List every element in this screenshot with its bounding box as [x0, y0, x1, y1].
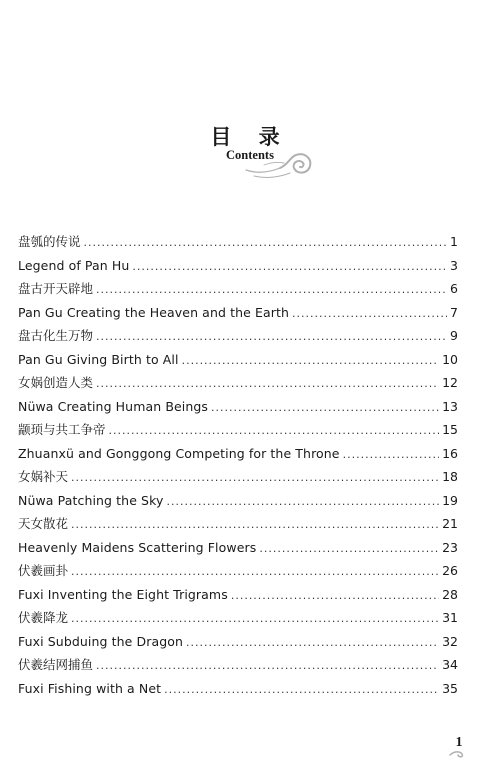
- dot-leader: [186, 631, 439, 655]
- toc-entry[interactable]: [18, 418, 458, 442]
- toc-entry-page: 16: [442, 445, 458, 461]
- toc-entry-page: 19: [442, 492, 458, 508]
- toc-entry[interactable]: [18, 301, 458, 325]
- toc-entry-page: 28: [442, 586, 458, 602]
- toc-entry-page: 23: [442, 539, 458, 555]
- toc-entry-page: 12: [442, 375, 458, 390]
- dot-leader: [96, 654, 439, 678]
- toc-entry-title: Pan Gu Creating the Heaven and the Earth: [18, 304, 289, 320]
- toc-entry-page: 31: [442, 610, 458, 625]
- toc-entry-title: 伏羲降龙: [18, 610, 69, 625]
- toc-entry-title: Fuxi Inventing the Eight Trigrams: [18, 586, 228, 602]
- toc-entry-page: 1: [450, 234, 458, 249]
- toc-entry-title: Fuxi Fishing with a Net: [18, 680, 162, 696]
- dot-leader: [182, 349, 440, 373]
- dot-leader: [84, 231, 447, 255]
- toc-entry[interactable]: [18, 348, 458, 372]
- dot-leader: [164, 678, 439, 702]
- toc-entry[interactable]: [18, 512, 458, 536]
- toc-entry-page: 7: [450, 304, 458, 320]
- toc-entry[interactable]: [18, 395, 458, 419]
- toc-entry-page: 34: [442, 657, 458, 672]
- dot-leader: [71, 607, 439, 631]
- table-of-contents: [18, 230, 458, 700]
- toc-entry[interactable]: [18, 465, 458, 489]
- dot-leader: [109, 419, 440, 443]
- dot-leader: [71, 513, 439, 537]
- toc-entry-page: 35: [442, 680, 458, 696]
- dot-leader: [96, 325, 447, 349]
- toc-entry[interactable]: [18, 371, 458, 395]
- page-number: 1: [455, 735, 463, 750]
- toc-entry-title: 盘古开天辟地: [18, 281, 94, 296]
- dot-leader: [343, 443, 440, 467]
- toc-entry[interactable]: [18, 536, 458, 560]
- toc-entry-page: 10: [442, 351, 458, 367]
- dot-leader: [96, 278, 447, 302]
- dot-leader: [71, 560, 439, 584]
- toc-entry-title: Zhuanxü and Gonggong Competing for the Throne: [18, 445, 340, 461]
- toc-entry[interactable]: [18, 583, 458, 607]
- toc-entry-title: Fuxi Subduing the Dragon: [18, 633, 184, 649]
- dot-leader: [96, 372, 439, 396]
- toc-entry-title: 盘瓠的传说: [18, 234, 81, 249]
- toc-entry-page: 18: [442, 469, 458, 484]
- toc-entry[interactable]: [18, 324, 458, 348]
- toc-entry[interactable]: [18, 630, 458, 654]
- toc-entry-page: 32: [442, 633, 458, 649]
- toc-entry-page: 26: [442, 563, 458, 578]
- toc-entry-page: 9: [450, 328, 458, 343]
- toc-entry-title: Heavenly Maidens Scattering Flowers: [18, 539, 257, 555]
- dot-leader: [231, 584, 439, 608]
- cloud-swirl-icon: [244, 148, 314, 182]
- title-english: Contents: [226, 148, 274, 162]
- toc-entry-page: 6: [450, 281, 458, 296]
- toc-entry-page: 21: [442, 516, 458, 531]
- toc-entry-title: Legend of Pan Hu: [18, 257, 130, 273]
- dot-leader: [211, 396, 439, 420]
- toc-entry[interactable]: [18, 606, 458, 630]
- toc-entry[interactable]: [18, 653, 458, 677]
- toc-entry-title: Nüwa Patching the Sky: [18, 492, 164, 508]
- toc-entry-title: 颛顼与共工争帝: [18, 422, 106, 437]
- toc-entry[interactable]: [18, 277, 458, 301]
- toc-entry-title: 伏羲结网捕鱼: [18, 657, 94, 672]
- toc-entry[interactable]: [18, 559, 458, 583]
- toc-entry-title: Pan Gu Giving Birth to All: [18, 351, 179, 367]
- toc-entry[interactable]: [18, 442, 458, 466]
- title-chinese: 目 录: [210, 124, 290, 149]
- toc-entry[interactable]: [18, 677, 458, 701]
- toc-entry-title: 女娲创造人类: [18, 375, 94, 390]
- toc-entry-page: 13: [442, 398, 458, 414]
- small-swirl-icon: [448, 747, 468, 759]
- toc-entry-title: 女娲补天: [18, 469, 69, 484]
- dot-leader: [259, 537, 439, 561]
- toc-entry[interactable]: [18, 489, 458, 513]
- dot-leader: [132, 255, 447, 279]
- toc-entry[interactable]: [18, 230, 458, 254]
- toc-entry[interactable]: [18, 254, 458, 278]
- dot-leader: [166, 490, 439, 514]
- toc-entry-title: 伏羲画卦: [18, 563, 69, 578]
- toc-entry-title: 天女散花: [18, 516, 69, 531]
- toc-entry-page: 15: [442, 422, 458, 437]
- toc-entry-title: Nüwa Creating Human Beings: [18, 398, 209, 414]
- toc-entry-page: 3: [450, 257, 458, 273]
- dot-leader: [292, 302, 447, 326]
- toc-entry-title: 盘古化生万物: [18, 328, 94, 343]
- dot-leader: [71, 466, 439, 490]
